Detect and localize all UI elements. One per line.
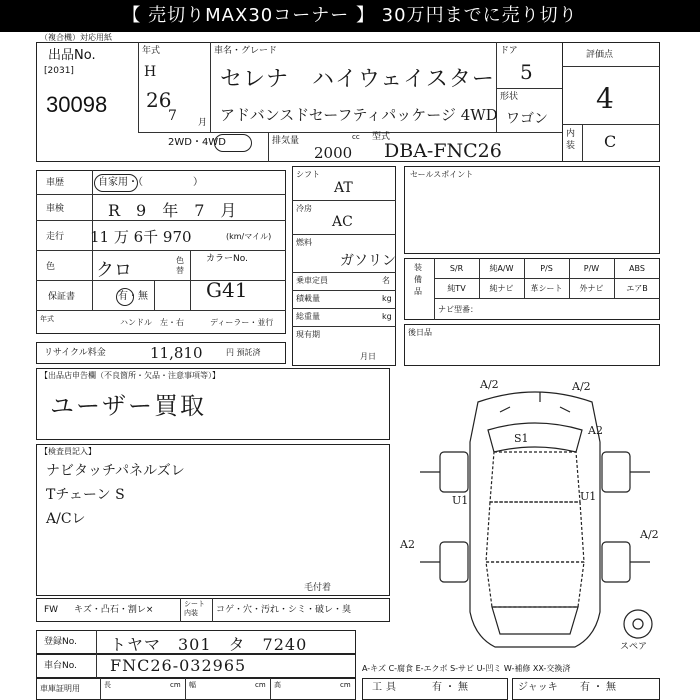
registration-label: 登録No. [44, 637, 77, 647]
chassis-value: FNC26-032965 [110, 656, 247, 675]
lot-label: 出品No. [48, 48, 96, 63]
declaration-label: 【出品店申告欄（不良箇所・欠品・注意事項等）】 [40, 371, 220, 380]
dmg-a2-right-rear: A/2 [640, 528, 659, 541]
shape-value: ワゴン [506, 111, 548, 127]
lot-sub: [2031] [44, 66, 74, 76]
drive-selected-circle [214, 134, 252, 152]
load-label: 積載量 [296, 294, 320, 303]
displacement-unit: cc [352, 133, 360, 141]
handle-dealer: ディーラー・並行 [210, 318, 274, 327]
cert-width-cm: cm [255, 681, 266, 689]
dmg-a2-left-rear: A2 [400, 538, 415, 551]
dmg-a2-right: A2 [588, 424, 603, 437]
declaration-value: ユーザー買取 [50, 392, 206, 420]
color-no-label: カラーNo. [206, 254, 248, 264]
notes-box [404, 324, 660, 366]
certificate-label: 車庫証明用 [40, 684, 80, 693]
chassis-label: 車台No. [44, 661, 77, 671]
shift-label: シフト [296, 170, 320, 179]
dmg-a2-front-left: A/2 [480, 378, 499, 391]
car-name: セレナ ハイウェイスター [220, 67, 495, 92]
inspection-value: R 9 年 7 月 [108, 201, 237, 220]
jack-options: 有・無 [580, 682, 619, 693]
recycle-unit: 円 預託済 [226, 348, 261, 357]
year-value: 26 [146, 88, 172, 112]
warranty-selected-circle [116, 288, 134, 306]
sales-point-label: セールスポイント [410, 170, 474, 179]
year-era: H [144, 64, 157, 80]
fuel-value: ガソリン [340, 253, 396, 269]
header-note: （複合機）対応用紙 [40, 33, 112, 42]
inspector-line3: A/Cレ [46, 511, 86, 527]
history-label: 車歴 [46, 178, 65, 188]
lot-number: 30098 [46, 92, 108, 117]
fw-text: キズ・凸石・割レ× [74, 605, 154, 615]
year-month: 7 [168, 108, 177, 124]
interior-value: C [604, 132, 617, 151]
displacement-value: 2000 [314, 144, 353, 162]
doors-label: ドア [500, 46, 518, 56]
banner: 【 売切りMAX30コーナー 】 30万円までに売り切り [0, 0, 700, 32]
equip-navi: 純ナビ [489, 284, 514, 293]
ac-label: 冷房 [296, 204, 312, 213]
car-label: 車名・グレード [214, 46, 278, 56]
cert-length: 長 [104, 681, 111, 689]
inspection-label: 車検 [46, 204, 65, 214]
dmg-u1-right: U1 [580, 490, 597, 503]
seat-label: シート内装 [184, 600, 205, 617]
inspector-label: 【検査員記入】 [40, 447, 96, 456]
equip-airbag: エアB [626, 284, 648, 293]
registration-value: トヤマ 301 タ 7240 [110, 635, 308, 654]
handle-text: ハンドル 左・右 [120, 318, 184, 327]
fw-label: FW [44, 605, 59, 615]
year-label: 年式 [142, 46, 161, 56]
tools-options: 有・無 [432, 682, 471, 693]
model-value: DBA-FNC26 [384, 140, 502, 162]
recycle-label: リサイクル料金 [44, 348, 106, 358]
score-value: 4 [596, 82, 614, 115]
damage-legend: A-キズ C-腐食 E-エクボ S-サビ U-凹ミ W-補修 XX-交換済 [362, 664, 571, 673]
history-selected-circle [94, 174, 138, 192]
interior-label: 内装 [566, 129, 576, 151]
equip-abs: ABS [629, 264, 645, 273]
mileage-label: 走行 [46, 232, 65, 242]
seat-text: コゲ・穴・汚れ・シミ・破レ・臭 [216, 605, 352, 615]
fuel-label: 燃料 [296, 238, 312, 247]
inspector-line1: ナビタッチパネルズレ [46, 463, 185, 479]
inspector-line2: Tチェーン S [46, 487, 125, 503]
mileage-value: 11 万 6千 970 [90, 228, 192, 246]
equip-leather: 革シート [530, 284, 563, 293]
equipment-label: 装備品 [414, 263, 422, 296]
displacement-label: 排気量 [272, 136, 300, 146]
color-label: 色 [46, 262, 56, 272]
equip-tv: 純TV [447, 284, 466, 293]
cert-width: 幅 [189, 681, 196, 689]
recycle-value: 11,810 [150, 344, 203, 362]
equip-sr: S/R [449, 264, 464, 273]
certificate-row [36, 678, 356, 700]
capacity-unit: 名 [382, 276, 390, 285]
year-month-unit: 月 [198, 118, 208, 128]
notes-label: 後日品 [408, 328, 432, 337]
equip-aw: 純A/W [489, 264, 514, 273]
capacity-label: 乗車定員 [296, 276, 328, 285]
warranty-label: 保証書 [48, 292, 76, 302]
spare-label: スペア [620, 642, 648, 652]
jack-label: ジャッキ [518, 682, 558, 693]
color-no-value: G41 [206, 278, 248, 302]
model-label: 型式 [372, 132, 391, 142]
navi-model-label: ナビ型番： [438, 305, 478, 314]
dmg-s1-roof: S1 [514, 432, 529, 445]
color-value: クロ [96, 260, 132, 281]
warranty-options: 有・無 [118, 291, 148, 302]
cert-height-cm: cm [340, 681, 351, 689]
shape-label: 形状 [500, 92, 519, 102]
history-options: 自家用・（ ） [98, 177, 203, 188]
repaint-label: 色替 [176, 256, 184, 275]
equip-pw: P/W [583, 264, 600, 273]
weight-unit: kg [382, 312, 392, 321]
weight-label: 総重量 [296, 312, 320, 321]
car-grade: アドバンスドセーフティパッケージ 4WD [220, 106, 498, 124]
ac-value: AC [332, 214, 353, 230]
seat-note: 毛付着 [304, 583, 332, 593]
cert-height: 高 [274, 681, 281, 689]
equip-ext-navi: 外ナビ [579, 284, 604, 293]
expiry-label: 現有期 [296, 330, 320, 339]
car-damage-diagram [400, 372, 670, 672]
expiry-unit: 月日 [360, 352, 376, 361]
shift-value: AT [334, 180, 353, 196]
cert-length-cm: cm [170, 681, 181, 689]
handle-year-label: 年式 [40, 315, 54, 323]
drive-options: 2WD・4WD [168, 137, 226, 148]
score-label: 評価点 [586, 50, 614, 60]
dmg-a2-front-right: A/2 [572, 380, 591, 393]
dmg-u1-left: U1 [452, 494, 469, 507]
mileage-unit: (km/マイル) [226, 232, 272, 241]
tools-label: 工具 [372, 682, 400, 693]
equip-ps: P/S [540, 264, 553, 273]
doors-value: 5 [520, 60, 533, 84]
load-unit: kg [382, 294, 392, 303]
